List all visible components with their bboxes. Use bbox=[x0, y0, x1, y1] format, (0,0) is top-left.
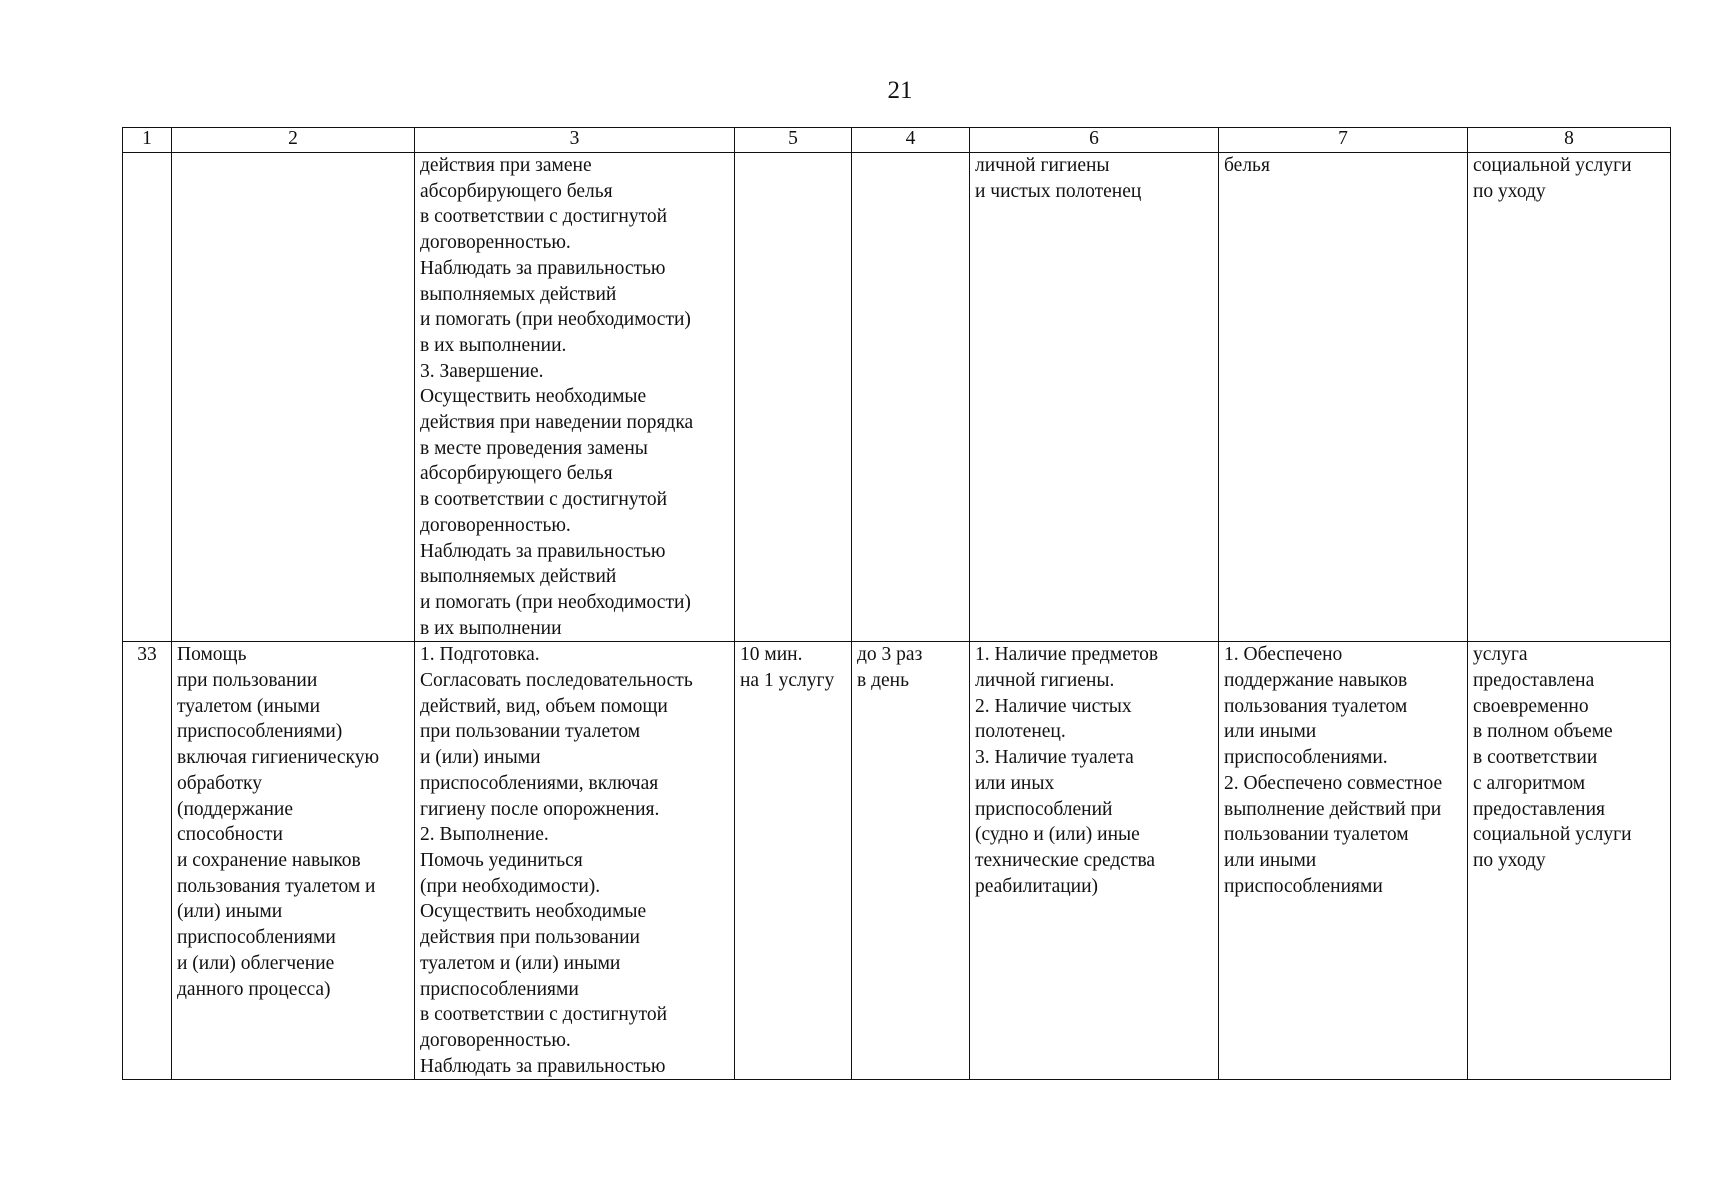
cell-text-line: полотенец. bbox=[975, 721, 1066, 743]
cell-text-line: социальной услуги bbox=[1473, 155, 1632, 176]
cell-text-line: 2. Наличие чистых bbox=[975, 695, 1132, 717]
header-col-2: 2 bbox=[172, 128, 415, 153]
cell-text-line: Осуществить необходимые bbox=[420, 901, 647, 923]
cell-text-line: 1. Наличие предметов bbox=[975, 644, 1159, 666]
cell-text-line: (поддержание bbox=[177, 798, 294, 820]
cont-frequency-cell bbox=[852, 153, 970, 642]
cell-text-line: выполняемых действий bbox=[420, 283, 617, 305]
cell-text-line: или иными bbox=[1224, 721, 1317, 743]
cont-quality-cell bbox=[1468, 153, 1671, 642]
cell-text-line: в их выполнении. bbox=[420, 334, 567, 356]
cell-text-line: пользования туалетом и bbox=[177, 875, 376, 897]
cell-text-line: выполнение действий при bbox=[1224, 798, 1442, 820]
frequency-cell bbox=[852, 642, 970, 1080]
cell-text-line: приспособлениями bbox=[177, 927, 336, 949]
conditions-cell bbox=[970, 642, 1219, 1080]
cell-text-line: белья bbox=[1224, 155, 1270, 176]
cell-text-line: и помогать (при необходимости) bbox=[420, 591, 691, 613]
cell-text-line: по уходу bbox=[1473, 849, 1546, 871]
cell-text-line: Помочь уединиться bbox=[420, 849, 583, 871]
cell-text-line: и (или) иными bbox=[420, 747, 541, 769]
cell-text-line: туалетом и (или) иными bbox=[420, 952, 621, 974]
cell-text-line: 10 мин. bbox=[740, 644, 803, 666]
cell-text-line: абсорбирующего белья bbox=[420, 463, 613, 485]
header-col-1: 1 bbox=[123, 128, 172, 153]
header-col-6: 6 bbox=[970, 128, 1219, 153]
procedure-cell bbox=[415, 642, 735, 1080]
cell-text-line: пользовании туалетом bbox=[1224, 824, 1409, 846]
cell-text-line: Наблюдать за правильностью bbox=[420, 540, 666, 562]
cell-text-line: выполняемых действий bbox=[420, 566, 617, 588]
cell-text-line: 3. Наличие туалета bbox=[975, 747, 1134, 769]
cell-text-line: договоренностью. bbox=[420, 514, 571, 536]
cell-text-line: до 3 раз bbox=[857, 644, 923, 666]
cell-text-line: приспособлениями bbox=[1224, 875, 1383, 897]
header-col-8: 8 bbox=[1468, 128, 1671, 153]
cont-conditions-cell bbox=[970, 153, 1219, 642]
duration-cell bbox=[735, 642, 852, 1080]
cell-text-line: в соответствии с достигнутой bbox=[420, 489, 668, 511]
cell-text-line: действия при наведении порядка bbox=[420, 412, 694, 434]
cell-text-line: социальной услуги bbox=[1473, 824, 1632, 846]
cell-text-line: на 1 услугу bbox=[740, 670, 835, 692]
cell-text-line: при пользовании туалетом bbox=[420, 721, 641, 743]
cell-text-line: реабилитации) bbox=[975, 875, 1099, 897]
cell-text-line: в их выполнении bbox=[420, 617, 562, 639]
cell-text-line: и помогать (при необходимости) bbox=[420, 309, 691, 331]
cont-procedure-cell bbox=[415, 153, 735, 642]
cell-text-line: (при необходимости). bbox=[420, 875, 601, 897]
cell-text-line: услуга bbox=[1473, 644, 1528, 666]
cell-text-line: способности bbox=[177, 824, 283, 846]
cell-text-line: в соответствии с достигнутой bbox=[420, 206, 668, 228]
cell-text-line: личной гигиены. bbox=[975, 670, 1115, 692]
cell-text-line: действия при пользовании bbox=[420, 927, 640, 949]
continuation-row bbox=[123, 153, 1671, 642]
header-col-3: 3 bbox=[415, 128, 735, 153]
result-cell bbox=[1219, 642, 1468, 1080]
cell-text-line: абсорбирующего белья bbox=[420, 180, 613, 202]
cell-text-line: приспособлениями. bbox=[1224, 747, 1388, 769]
cont-service-name-cell bbox=[172, 153, 415, 642]
cell-text-line: в соответствии bbox=[1473, 747, 1598, 769]
cell-text-line: приспособлениями, включая bbox=[420, 772, 659, 794]
page-number: 21 bbox=[887, 77, 913, 104]
cell-text-line: действия при замене bbox=[420, 155, 592, 176]
cell-text-line: приспособлениями) bbox=[177, 721, 343, 743]
cell-text-line: (или) иными bbox=[177, 901, 283, 923]
services-table bbox=[122, 127, 1671, 1080]
cell-text-line: поддержание навыков bbox=[1224, 670, 1408, 692]
cell-text-line: договоренностью. bbox=[420, 1029, 571, 1051]
cell-text-line: предоставлена bbox=[1473, 670, 1595, 692]
cell-text-line: (судно и (или) иные bbox=[975, 824, 1140, 846]
cell-text-line: или иными bbox=[1224, 849, 1317, 871]
cell-text-line: Осуществить необходимые bbox=[420, 386, 647, 408]
cell-text-line: Наблюдать за правильностью bbox=[420, 1055, 666, 1077]
cell-text-line: при пользовании bbox=[177, 670, 318, 692]
cell-text-line: по уходу bbox=[1473, 180, 1546, 202]
row-number-cell: 33 bbox=[123, 642, 172, 1080]
cell-text-line: и сохранение навыков bbox=[177, 849, 361, 871]
cell-text-line: или иных bbox=[975, 772, 1055, 794]
cell-text-line: предоставления bbox=[1473, 798, 1605, 820]
cell-text-line: Согласовать последовательность bbox=[420, 670, 693, 692]
cell-text-line: туалетом (иными bbox=[177, 695, 321, 717]
cell-text-line: 1. Подготовка. bbox=[420, 644, 540, 666]
cont-row-number-cell bbox=[123, 153, 172, 642]
cell-text-line: 3. Завершение. bbox=[420, 360, 544, 382]
cell-text-line: в соответствии с достигнутой bbox=[420, 1004, 668, 1026]
cell-text-line: технические средства bbox=[975, 849, 1156, 871]
cell-text-line: Помощь bbox=[177, 644, 247, 666]
cell-text-line: пользования туалетом bbox=[1224, 695, 1408, 717]
cell-text-line: в день bbox=[857, 670, 909, 692]
cell-text-line: гигиену после опорожнения. bbox=[420, 798, 660, 820]
cell-text-line: 2. Обеспечено совместное bbox=[1224, 772, 1443, 794]
cell-text-line: своевременно bbox=[1473, 695, 1589, 717]
cell-text-line: Наблюдать за правильностью bbox=[420, 257, 666, 279]
header-col-7: 7 bbox=[1219, 128, 1468, 153]
cell-text-line: приспособлений bbox=[975, 798, 1113, 820]
cell-text-line: приспособлениями bbox=[420, 978, 579, 1000]
cell-text-line: 2. Выполнение. bbox=[420, 824, 549, 846]
cell-text-line: в полном объеме bbox=[1473, 721, 1613, 743]
cell-text-line: включая гигиеническую bbox=[177, 747, 380, 769]
cell-text-line: и (или) облегчение bbox=[177, 952, 335, 974]
cell-text-line: обработку bbox=[177, 772, 262, 794]
cell-text-line: в месте проведения замены bbox=[420, 437, 648, 459]
header-col-4: 4 bbox=[852, 128, 970, 153]
cell-text-line: с алгоритмом bbox=[1473, 772, 1586, 794]
column-number-header-row bbox=[123, 128, 1671, 153]
service-name-cell bbox=[172, 642, 415, 1080]
cell-text-line: личной гигиены bbox=[975, 155, 1110, 176]
cell-text-line: данного процесса) bbox=[177, 978, 331, 1000]
cell-text-line: договоренностью. bbox=[420, 232, 571, 254]
table-row-33 bbox=[123, 642, 1671, 1080]
cont-duration-cell bbox=[735, 153, 852, 642]
cont-result-cell bbox=[1219, 153, 1468, 642]
cell-text-line: и чистых полотенец bbox=[975, 180, 1142, 202]
cell-text-line: действий, вид, объем помощи bbox=[420, 695, 668, 717]
quality-cell bbox=[1468, 642, 1671, 1080]
cell-text-line: 1. Обеспечено bbox=[1224, 644, 1343, 666]
header-col-5: 5 bbox=[735, 128, 852, 153]
